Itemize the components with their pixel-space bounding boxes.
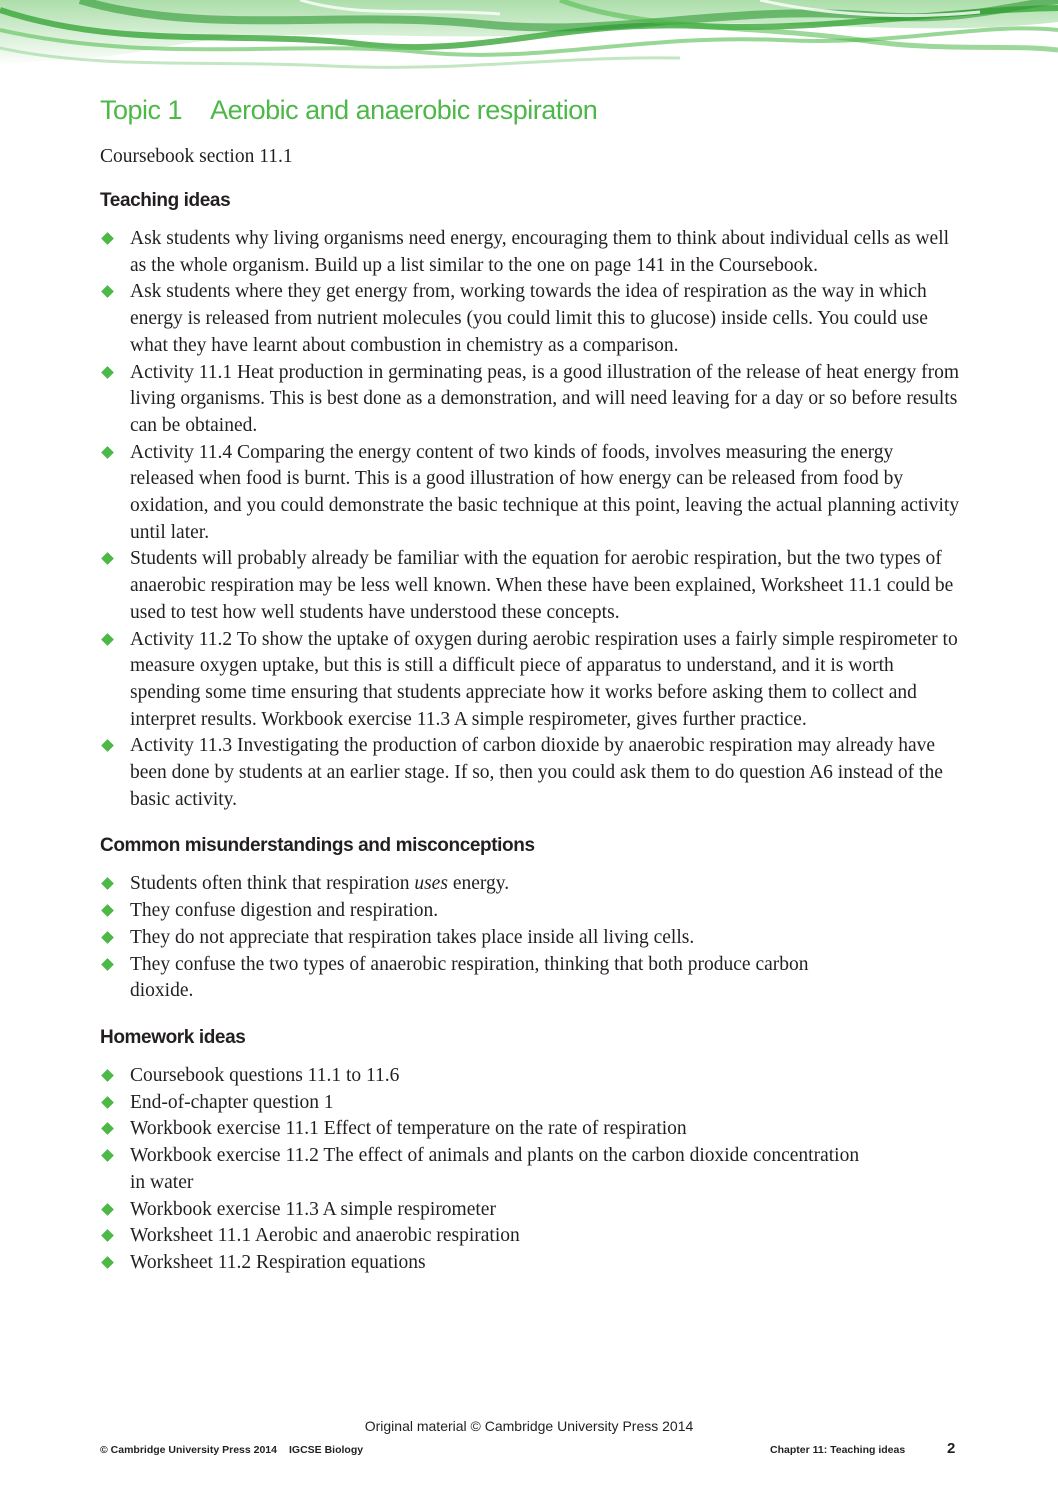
footer-left — [100, 1444, 363, 1456]
diamond-bullet-icon — [101, 1123, 114, 1136]
footer-copyright: © Cambridge University Press 2014 — [100, 1444, 277, 1456]
list-item: Workbook exercise 11.2 The effect of animals and plants on the carbon dioxide concentration in water — [100, 1143, 960, 1196]
header-swirl-banner — [0, 0, 1058, 80]
misconceptions-list — [100, 871, 960, 1005]
misconceptions-heading: Common misunderstandings and misconceptions — [100, 835, 535, 857]
diamond-bullet-icon — [101, 1096, 114, 1109]
diamond-bullet-icon — [101, 553, 114, 566]
homework-ideas-heading: Homework ideas — [100, 1026, 246, 1048]
list-item: Students often think that respiration uses energy. — [100, 871, 960, 898]
list-item: Worksheet 11.2 Respiration equations — [100, 1250, 960, 1277]
topic-title: Aerobic and anaerobic respiration — [210, 95, 598, 125]
diamond-bullet-icon — [101, 904, 114, 917]
list-item: End-of-chapter question 1 — [100, 1090, 960, 1117]
emphasis-text: uses — [414, 873, 448, 895]
list-item: They do not appreciate that respiration takes place inside all living cells. — [100, 925, 960, 952]
list-item: They confuse the two types of anaerobic respiration, thinking that both produce carbon dioxide. — [100, 952, 960, 1005]
list-item: Activity 11.1 Heat production in germinating peas, is a good illustration of the release of heat energy from living organisms. This is best done as a demonstration, and will need leaving for a day or so before results can be obtained. — [100, 360, 960, 440]
list-item: Coursebook questions 11.1 to 11.6 — [100, 1063, 960, 1090]
list-item: Activity 11.2 To show the uptake of oxygen during aerobic respiration uses a fairly simple respirometer to measure oxygen uptake, but this is still a difficult piece of apparatus to understand, and it is worth spending some time ensuring that students appreciate how it works before asking them to collect and interpret results. Workbook exercise 11.3 A simple respirometer, gives further practice. — [100, 627, 960, 734]
topic-label: Topic 1 — [100, 95, 183, 125]
coursebook-section-reference: Coursebook section 11.1 — [100, 146, 293, 167]
list-item: Ask students why living organisms need energy, encouraging them to think about individual cells as well as the whole organism. Build up a list similar to the one on page 141 in the Coursebook. — [100, 226, 960, 279]
diamond-bullet-icon — [101, 958, 114, 971]
diamond-bullet-icon — [101, 878, 114, 891]
list-item: They confuse digestion and respiration. — [100, 898, 960, 925]
original-material-credit: Original material © Cambridge University Press 2014 — [364, 1418, 694, 1434]
teaching-ideas-heading: Teaching ideas — [100, 190, 231, 211]
page-content — [100, 92, 960, 1277]
diamond-bullet-icon — [101, 1203, 114, 1216]
list-item: Activity 11.4 Comparing the energy content of two kinds of foods, involves measuring the energy released when food is burnt. This is a good illustration of how energy can be released from food by oxidation, and you could demonstrate the basic technique at this point, leaving the actual planning activity until later. — [100, 440, 960, 547]
diamond-bullet-icon — [101, 1256, 114, 1269]
diamond-bullet-icon — [101, 931, 114, 944]
footer-chapter: Chapter 11: Teaching ideas — [770, 1444, 906, 1456]
homework-ideas-list — [100, 1063, 960, 1277]
diamond-bullet-icon — [101, 232, 114, 245]
diamond-bullet-icon — [101, 1229, 114, 1242]
teaching-ideas-list — [100, 226, 960, 813]
diamond-bullet-icon — [101, 366, 114, 379]
diamond-bullet-icon — [101, 739, 114, 752]
list-item: Activity 11.3 Investigating the production of carbon dioxide by anaerobic respiration may already have been done by students at an earlier stage. If so, then you could ask them to do question A6 instead of the basic activity. — [100, 733, 960, 813]
topic-heading — [100, 92, 960, 128]
list-item: Workbook exercise 11.1 Effect of temperature on the rate of respiration — [100, 1116, 960, 1143]
diamond-bullet-icon — [101, 1149, 114, 1162]
list-item: Worksheet 11.1 Aerobic and anaerobic respiration — [100, 1223, 960, 1250]
footer-book-title: IGCSE Biology — [289, 1444, 364, 1456]
diamond-bullet-icon — [101, 1069, 114, 1082]
diamond-bullet-icon — [101, 633, 114, 646]
list-item: Workbook exercise 11.3 A simple respirometer — [100, 1197, 960, 1224]
list-item: Ask students where they get energy from, working towards the idea of respiration as the way in which energy is released from nutrient molecules (you could limit this to glucose) inside cells. You could use what they have learnt about combustion in chemistry as a comparison. — [100, 279, 960, 359]
list-item: Students will probably already be familiar with the equation for aerobic respiration, but the two types of anaerobic respiration may be less well known. When these have been explained, Worksheet 11.1 could be used to test how well students have understood these concepts. — [100, 546, 960, 626]
diamond-bullet-icon — [101, 446, 114, 459]
diamond-bullet-icon — [101, 286, 114, 299]
page-number: 2 — [947, 1440, 956, 1457]
